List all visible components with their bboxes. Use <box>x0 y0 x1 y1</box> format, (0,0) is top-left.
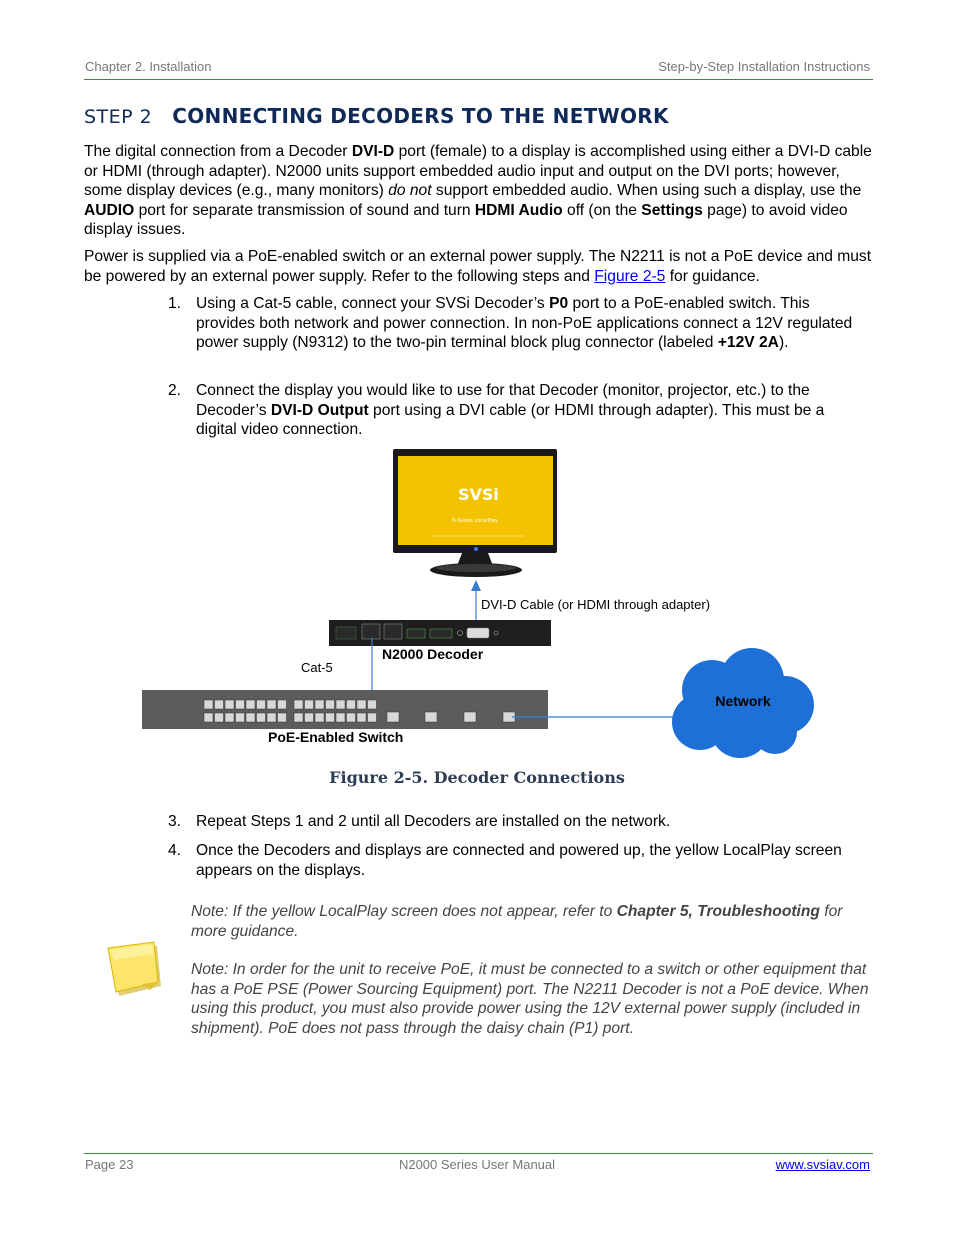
switch-port <box>315 700 324 709</box>
list-number: 2. <box>168 382 182 399</box>
power-paragraph <box>84 247 874 286</box>
website-link[interactable]: www.svsiav.com <box>775 1157 870 1172</box>
switch-port <box>294 713 303 722</box>
switch-port <box>347 700 356 709</box>
text-run: port using a DVI cable (or HDMI through adapter). This must be a digital video connection. <box>196 401 825 438</box>
switch-port <box>225 700 234 709</box>
text-run: Connect the display you would like to use for that Decoder (monitor, projector, etc.) to the Decoder’s <box>196 382 810 419</box>
step-number: STEP 2 <box>84 106 153 128</box>
manual-title: N2000 Series User Manual <box>398 1157 556 1172</box>
list-item <box>168 812 868 832</box>
dvi-arrow <box>471 580 481 591</box>
uplink-port <box>464 712 476 722</box>
switch-port <box>357 713 366 722</box>
bold-run: Chapter 5, Troubleshooting <box>616 903 820 920</box>
text-run: page) to avoid video display issues. <box>84 201 848 238</box>
switch-port <box>204 713 213 722</box>
list-number: 1. <box>168 295 182 312</box>
list-number: 4. <box>168 842 182 859</box>
switch-port <box>267 700 276 709</box>
list-item <box>168 294 868 353</box>
note-troubleshooting <box>191 902 871 941</box>
switch-port <box>236 700 245 709</box>
bold-run: DVI-D Output <box>270 401 369 419</box>
list-item <box>168 381 868 440</box>
switch-port <box>225 713 234 722</box>
switch-port <box>326 713 335 722</box>
decoder-label: N2000 Decoder <box>382 646 484 662</box>
poe-switch <box>142 690 548 729</box>
list-item <box>168 841 868 880</box>
list-text: Repeat Steps 1 and 2 until all Decoders are installed on the network. <box>196 813 671 830</box>
switch-port <box>336 700 345 709</box>
switch-port <box>246 713 255 722</box>
bold-run: +12V 2A <box>717 334 779 351</box>
list-text: Once the Decoders and displays are connected and powered up, the yellow LocalPlay screen appears on the displays. <box>196 842 842 879</box>
text-run: for more guidance. <box>191 903 843 940</box>
network-label: Network <box>715 693 771 709</box>
switch-port <box>336 713 345 722</box>
switch-port <box>267 713 276 722</box>
switch-port <box>357 700 366 709</box>
switch-port <box>368 713 377 722</box>
monitor-illustration <box>393 449 557 577</box>
switch-port <box>215 713 224 722</box>
note-poe: Note: In order for the unit to receive PoE, it must be connected to a switch or other equipment that has a PoE PSE (Power Sourcing Equipment) port. The N2211 Decoder is not a PoE device. When using this product, you must also provide power using the 12V external power supply (included in shipment). PoE does not pass through the daisy chain (P1) port. <box>191 961 869 1037</box>
bold-run: AUDIO <box>84 201 135 219</box>
text-run: off (on the <box>562 201 642 219</box>
cat5-label: Cat-5 <box>301 660 333 675</box>
switch-port <box>215 700 224 709</box>
text-run: Note: If the yellow LocalPlay screen does not appear, refer to <box>191 903 617 920</box>
svsi-logo: SVSi <box>458 485 499 504</box>
footer-rule <box>84 1153 873 1154</box>
switch-port <box>246 700 255 709</box>
text-run: ). <box>778 334 789 351</box>
text-run: port for separate transmission of sound and turn <box>134 201 475 219</box>
switch-label: PoE-Enabled Switch <box>268 729 404 745</box>
figure-caption: Figure 2-5. Decoder Connections <box>329 768 625 787</box>
page-number: Page 23 <box>85 1157 134 1172</box>
list-number: 3. <box>168 813 182 830</box>
switch-port <box>278 713 287 722</box>
switch-port <box>257 700 266 709</box>
figure-link[interactable]: Figure 2-5 <box>594 267 666 285</box>
running-header-chapter: Chapter 2. Installation <box>85 59 212 74</box>
uplink-port <box>425 712 437 722</box>
italic-run: do not <box>388 182 432 199</box>
step-title: CONNECTING DECODERS TO THE NETWORK <box>172 104 669 128</box>
text-run: port (female) to a display is accomplished using either a DVI-D cable or HDMI (through adapter). N2000 units support embedded audio input and output on the DVI ports; however, some display devices (e.g., many monitors) <box>84 143 872 199</box>
text-run: support embedded audio. When using such a display, use the <box>431 182 862 199</box>
uplink-port <box>387 712 399 722</box>
header-rule <box>84 79 873 80</box>
text-run: port to a PoE-enabled switch. This provides both network and power connection. In non-PoE applications connect a 12V regulated power supply (N9312) to the two-pin terminal block plug connector (labeled <box>196 295 853 351</box>
bold-run: P0 <box>549 295 569 312</box>
step-heading <box>84 104 669 128</box>
switch-port <box>368 700 377 709</box>
running-header-section: Step-by-Step Installation Instructions <box>658 59 870 74</box>
decoder-unit <box>329 620 551 646</box>
switch-port <box>278 700 287 709</box>
dvi-cable-label: DVI-D Cable (or HDMI through adapter) <box>481 597 711 612</box>
switch-port <box>347 713 356 722</box>
switch-port <box>294 700 303 709</box>
text-run: Using a Cat-5 cable, connect your SVSi Decoder’s <box>196 295 550 312</box>
screen-tagline: N-Series LocalPlay <box>452 518 498 524</box>
decoder-connection-diagram <box>0 440 954 770</box>
switch-port <box>204 700 213 709</box>
text-run: for guidance. <box>665 267 760 285</box>
switch-port <box>236 713 245 722</box>
switch-port <box>305 700 314 709</box>
intro-paragraph <box>84 142 874 240</box>
switch-port <box>305 713 314 722</box>
switch-port <box>257 713 266 722</box>
switch-port <box>315 713 324 722</box>
switch-port <box>326 700 335 709</box>
sticky-note-icon <box>100 938 164 998</box>
bold-run: HDMI Audio <box>474 201 563 219</box>
bold-run: DVI-D <box>351 143 395 160</box>
text-run: Power is supplied via a PoE-enabled switch or an external power supply. The N2211 is not a PoE device and must be powered by an external power supply. Refer to the following steps and <box>84 248 872 285</box>
bold-run: Settings <box>641 201 703 219</box>
text-run: The digital connection from a Decoder <box>84 143 352 160</box>
